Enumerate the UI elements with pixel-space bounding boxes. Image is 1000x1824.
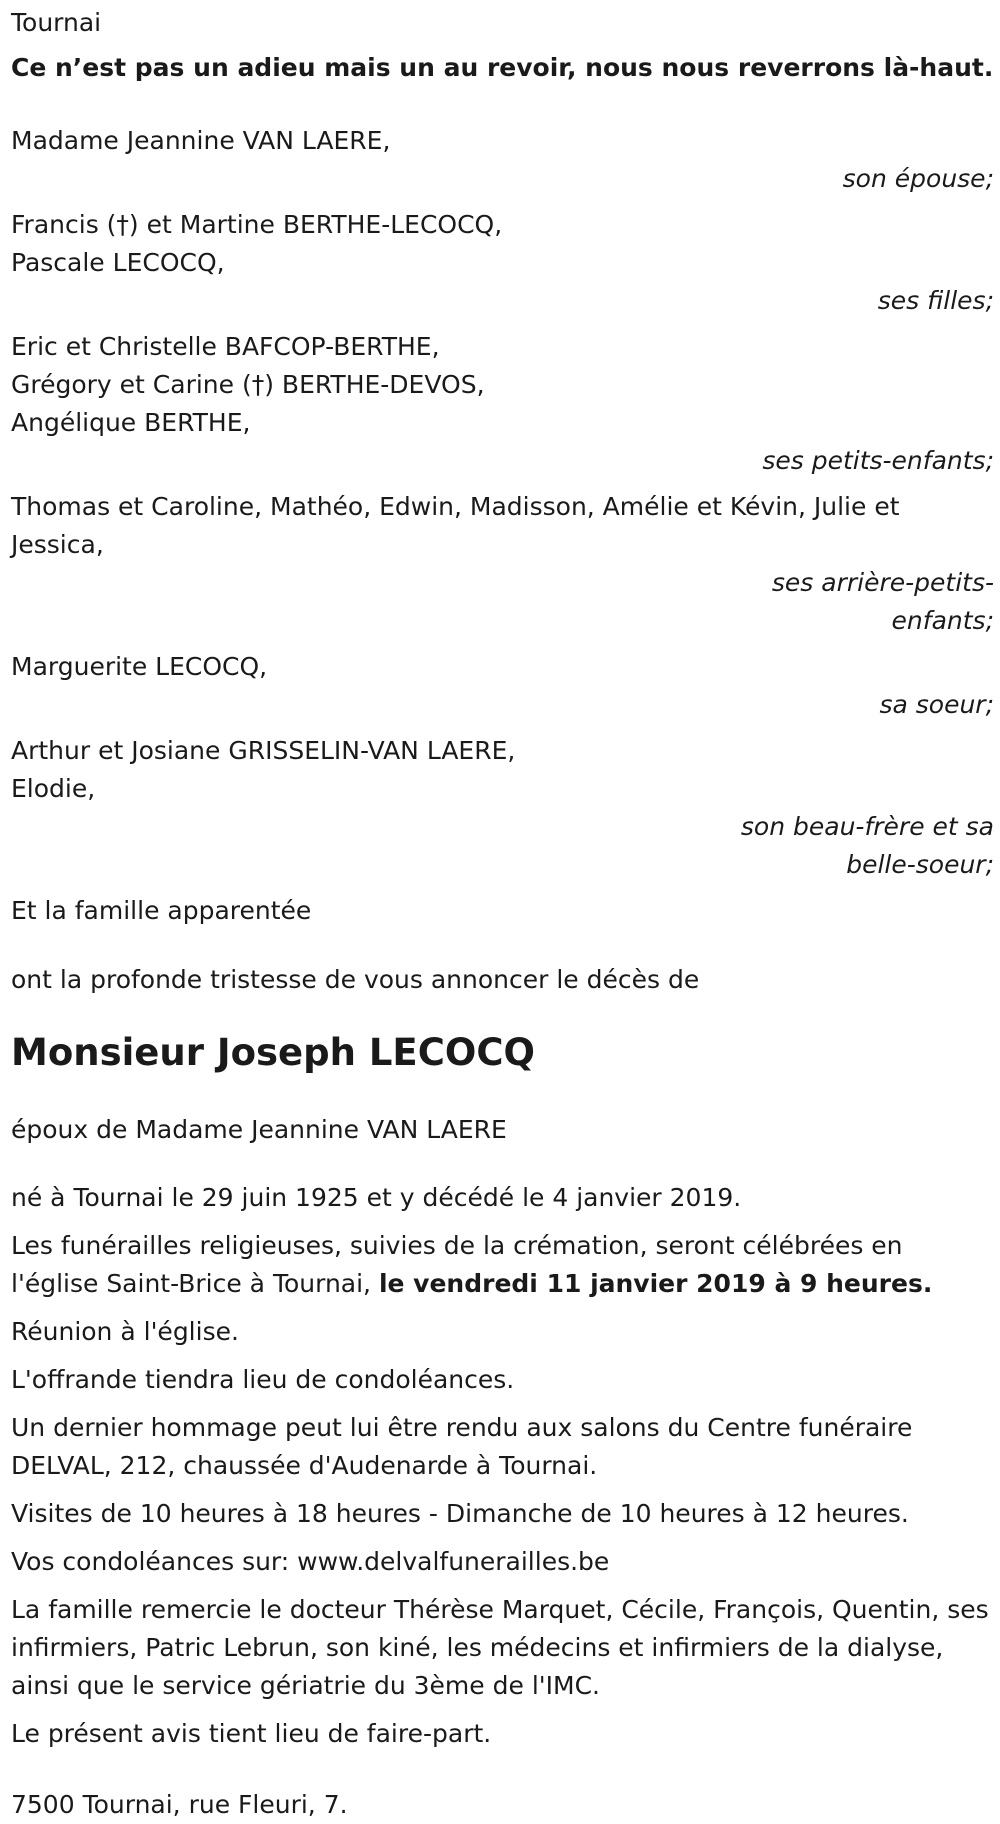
- funeral-info: [11, 1227, 994, 1303]
- condolences-info: Vos condoléances sur: www.delvalfunerailles.be: [11, 1547, 610, 1576]
- relation-line: enfants;: [891, 606, 994, 635]
- relation-line: ses arrière-petits-: [771, 568, 994, 597]
- family-name: Thomas et Caroline, Mathéo, Edwin, Madisson, Amélie et Kévin, Julie et: [11, 492, 900, 521]
- family-relation: [11, 160, 994, 198]
- family-name: Madame Jeannine VAN LAERE,: [11, 126, 391, 155]
- visits-info: Visites de 10 heures à 18 heures - Dimanche de 10 heures à 12 heures.: [11, 1499, 909, 1528]
- family-group: [11, 488, 994, 640]
- birth-death: né à Tournai le 29 juin 1925 et y décédé le 4 janvier 2019.: [11, 1183, 742, 1212]
- meeting-info: Réunion à l'église.: [11, 1317, 239, 1346]
- deceased-name: Monsieur Joseph LECOCQ: [11, 1031, 535, 1074]
- family-name: Marguerite LECOCQ,: [11, 652, 268, 681]
- family-name: Elodie,: [11, 774, 96, 803]
- family-name: Grégory et Carine (†) BERTHE-DEVOS,: [11, 370, 485, 399]
- announcement: ont la profonde tristesse de vous annoncer le décès de: [11, 965, 700, 994]
- city-heading: Tournai: [11, 8, 102, 37]
- offering-info: L'offrande tiendra lieu de condoléances.: [11, 1365, 515, 1394]
- notice-info: Le présent avis tient lieu de faire-part.: [11, 1719, 492, 1748]
- family-group: [11, 328, 994, 480]
- relation-line: ses filles;: [877, 286, 994, 315]
- family-name: Angélique BERTHE,: [11, 408, 251, 437]
- family-group: [11, 122, 994, 198]
- relation-line: ses petits-enfants;: [762, 446, 994, 475]
- family-name: Eric et Christelle BAFCOP-BERTHE,: [11, 332, 440, 361]
- family-name: Jessica,: [11, 530, 104, 559]
- family-group: [11, 648, 994, 724]
- relation-line: son épouse;: [842, 164, 994, 193]
- homage-info: Un dernier hommage peut lui être rendu aux salons du Centre funéraire DELVAL, 212, chaussée d'Audenarde à Tournai.: [11, 1413, 913, 1480]
- family-relation: [11, 564, 994, 640]
- motto: Ce n’est pas un adieu mais un au revoir, nous nous reverrons là-haut.: [11, 53, 994, 82]
- address: 7500 Tournai, rue Fleuri, 7.: [11, 1790, 348, 1819]
- family-name: Francis (†) et Martine BERTHE-LECOCQ,: [11, 210, 503, 239]
- spacer: [11, 930, 994, 957]
- deceased-spouse: époux de Madame Jeannine VAN LAERE: [11, 1115, 507, 1144]
- family-relation: [11, 808, 994, 884]
- thanks-info: La famille remercie le docteur Thérèse Marquet, Cécile, François, Quentin, ses infirmiers, Patric Lebrun, son kiné, les médecins et infirmiers de la dialyse, ainsi que le service gériatrie du 3ème de l'IMC.: [11, 1595, 989, 1700]
- funeral-date: le vendredi 11 janvier 2019 à 9 heures.: [378, 1269, 933, 1298]
- family-relation: [11, 282, 994, 320]
- relation-line: son beau-frère et sa: [740, 812, 994, 841]
- family-name: Arthur et Josiane GRISSELIN-VAN LAERE,: [11, 736, 516, 765]
- relation-line: sa soeur;: [879, 690, 994, 719]
- funeral-intro: Les funérailles religieuses, suivies de la crémation, seront célébrées en l'église Saint-Brice à Tournai,: [11, 1231, 903, 1298]
- family-name: Pascale LECOCQ,: [11, 248, 225, 277]
- family-group: [11, 732, 994, 884]
- family-relation: [11, 686, 994, 724]
- extended-family: Et la famille apparentée: [11, 896, 312, 925]
- family-relation: [11, 442, 994, 480]
- relation-line: belle-soeur;: [846, 850, 994, 879]
- obituary-content: [11, 4, 994, 1824]
- family-group: [11, 206, 994, 320]
